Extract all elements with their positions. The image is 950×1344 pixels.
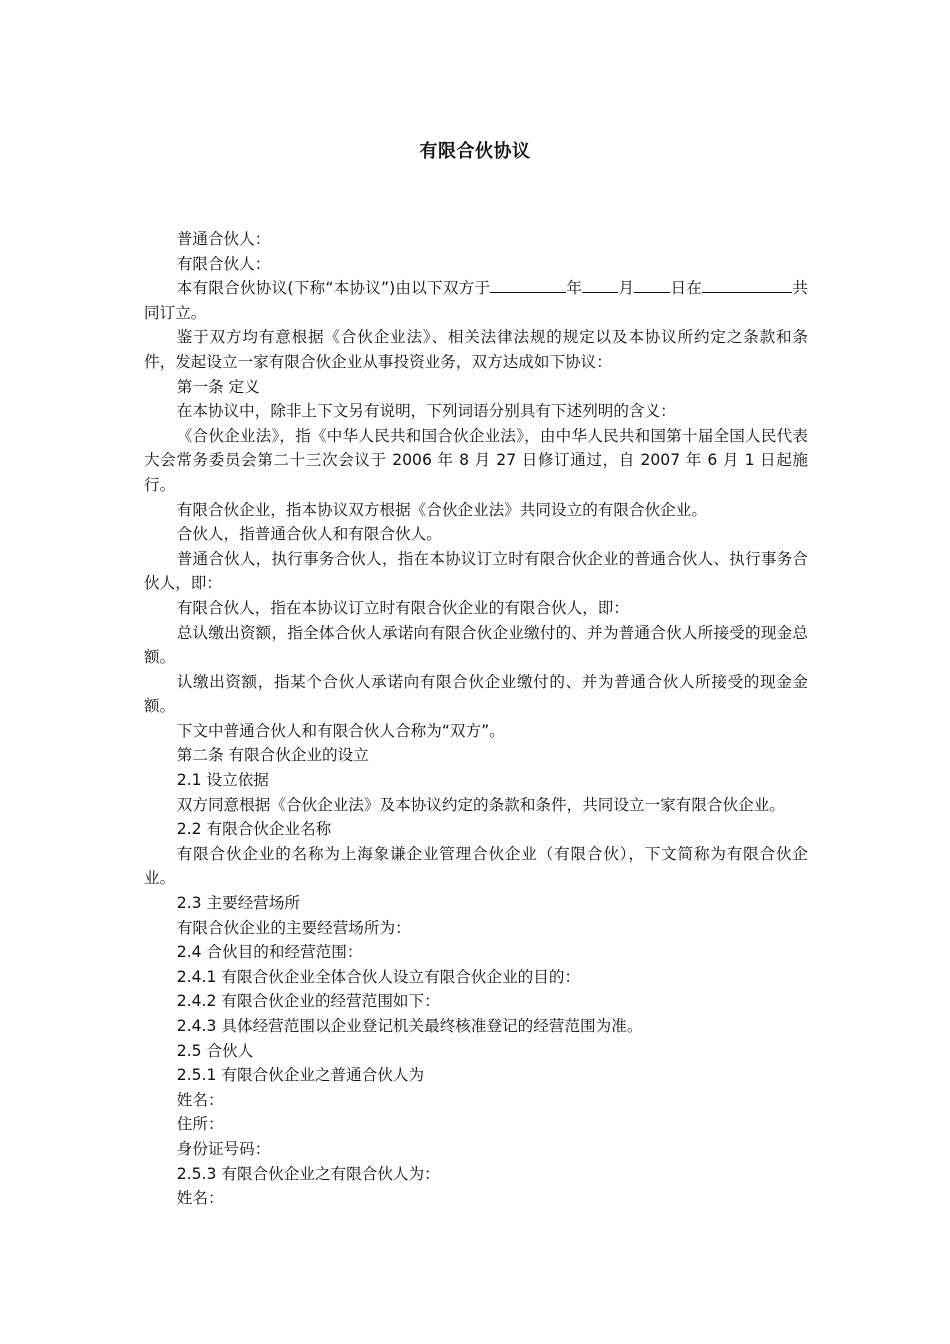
section-2-4-2: 2.4.2 有限合伙企业的经营范围如下： xyxy=(176,992,440,1011)
gp-id-number-field: 身份证号码： xyxy=(176,1139,271,1158)
article-1-heading: 第一条 定义 xyxy=(176,377,260,396)
section-2-3-text: 有限合伙企业的主要经营场所为： xyxy=(176,918,411,937)
article-2-heading: 第二条 有限合伙企业的设立 xyxy=(176,746,369,765)
blank-place-2 xyxy=(762,276,792,293)
definition-partner: 合伙人，指普通合伙人和有限合伙人。 xyxy=(176,525,442,544)
general-partner-line: 普通合伙人： xyxy=(176,230,271,248)
blank-day xyxy=(634,276,670,293)
section-2-3-heading: 2.3 主要经营场所 xyxy=(176,894,301,913)
section-2-5-3: 2.5.3 有限合伙企业之有限合伙人为： xyxy=(176,1164,440,1183)
definition-limited-partnership: 有限合伙企业，指本协议双方根据《合伙企业法》共同设立的有限合伙企业。 xyxy=(176,500,707,519)
definition-general-partner: 普通合伙人，执行事务合伙人，指在本协议订立时有限合伙企业的普通合伙人、执行事务合伙人，即： xyxy=(144,549,808,593)
limited-partner-line: 有限合伙人： xyxy=(176,254,271,273)
blank-month xyxy=(582,276,618,293)
section-2-5-heading: 2.5 合伙人 xyxy=(176,1041,254,1060)
document-body xyxy=(144,227,808,1211)
blank-year xyxy=(490,276,566,293)
section-2-2-text: 有限合伙企业的名称为上海象谦企业管理合伙企业（有限合伙），下文简称为有限合伙企业。 xyxy=(144,844,808,888)
definition-partnership-law: 《合伙企业法》，指《中华人民共和国合伙企业法》，由中华人民共和国第十届全国人民代表大会常务委员会第二十三次会议于 2006 年 8 月 27 日修订通过，自 2007 年 6 月 1 日起施行。 xyxy=(144,426,808,494)
definition-subscribed: 认缴出资额，指某个合伙人承诺向有限合伙企业缴付的、并为普通合伙人所接受的现金金额。 xyxy=(144,672,808,716)
blank-place-1 xyxy=(702,276,762,293)
definition-parties: 下文中普通合伙人和有限合伙人合称为“双方”。 xyxy=(176,721,505,740)
section-2-1-text: 双方同意根据《合伙企业法》及本协议约定的条款和条件，共同设立一家有限合伙企业。 xyxy=(176,795,785,814)
section-2-2-heading: 2.2 有限合伙企业名称 xyxy=(176,820,332,839)
agreement-date-paragraph: 本有限合伙协议(下称“本协议”)由以下双方于 年 月 日在 共同订立。 xyxy=(144,276,808,325)
section-2-4-heading: 2.4 合伙目的和经营范围： xyxy=(176,943,363,962)
section-2-5-1: 2.5.1 有限合伙企业之普通合伙人为 xyxy=(176,1066,425,1085)
section-2-4-3: 2.4.3 具体经营范围以企业登记机关最终核准登记的经营范围为准。 xyxy=(176,1017,643,1035)
gp-address-field: 住所： xyxy=(176,1115,224,1134)
definition-total-subscribed: 总认缴出资额，指全体合伙人承诺向有限合伙企业缴付的、并为普通合伙人所接受的现金总额。 xyxy=(144,623,808,667)
lp-name-field: 姓名： xyxy=(176,1189,224,1208)
recital-paragraph: 鉴于双方均有意根据《合伙企业法》、相关法律法规的规定以及本协议所约定之条款和条件，发起设立一家有限合伙企业从事投资业务，双方达成如下协议： xyxy=(144,328,808,371)
definition-limited-partner: 有限合伙人，指在本协议订立时有限合伙企业的有限合伙人，即： xyxy=(176,598,629,617)
section-2-4-1: 2.4.1 有限合伙企业全体合伙人设立有限合伙企业的目的： xyxy=(176,967,581,986)
gp-name-field: 姓名： xyxy=(176,1090,224,1109)
document-title: 有限合伙协议 xyxy=(419,141,531,162)
section-2-1-heading: 2.1 设立依据 xyxy=(176,771,269,790)
definitions-intro: 在本协议中，除非上下文另有说明，下列词语分别具有下述列明的含义： xyxy=(176,402,676,421)
